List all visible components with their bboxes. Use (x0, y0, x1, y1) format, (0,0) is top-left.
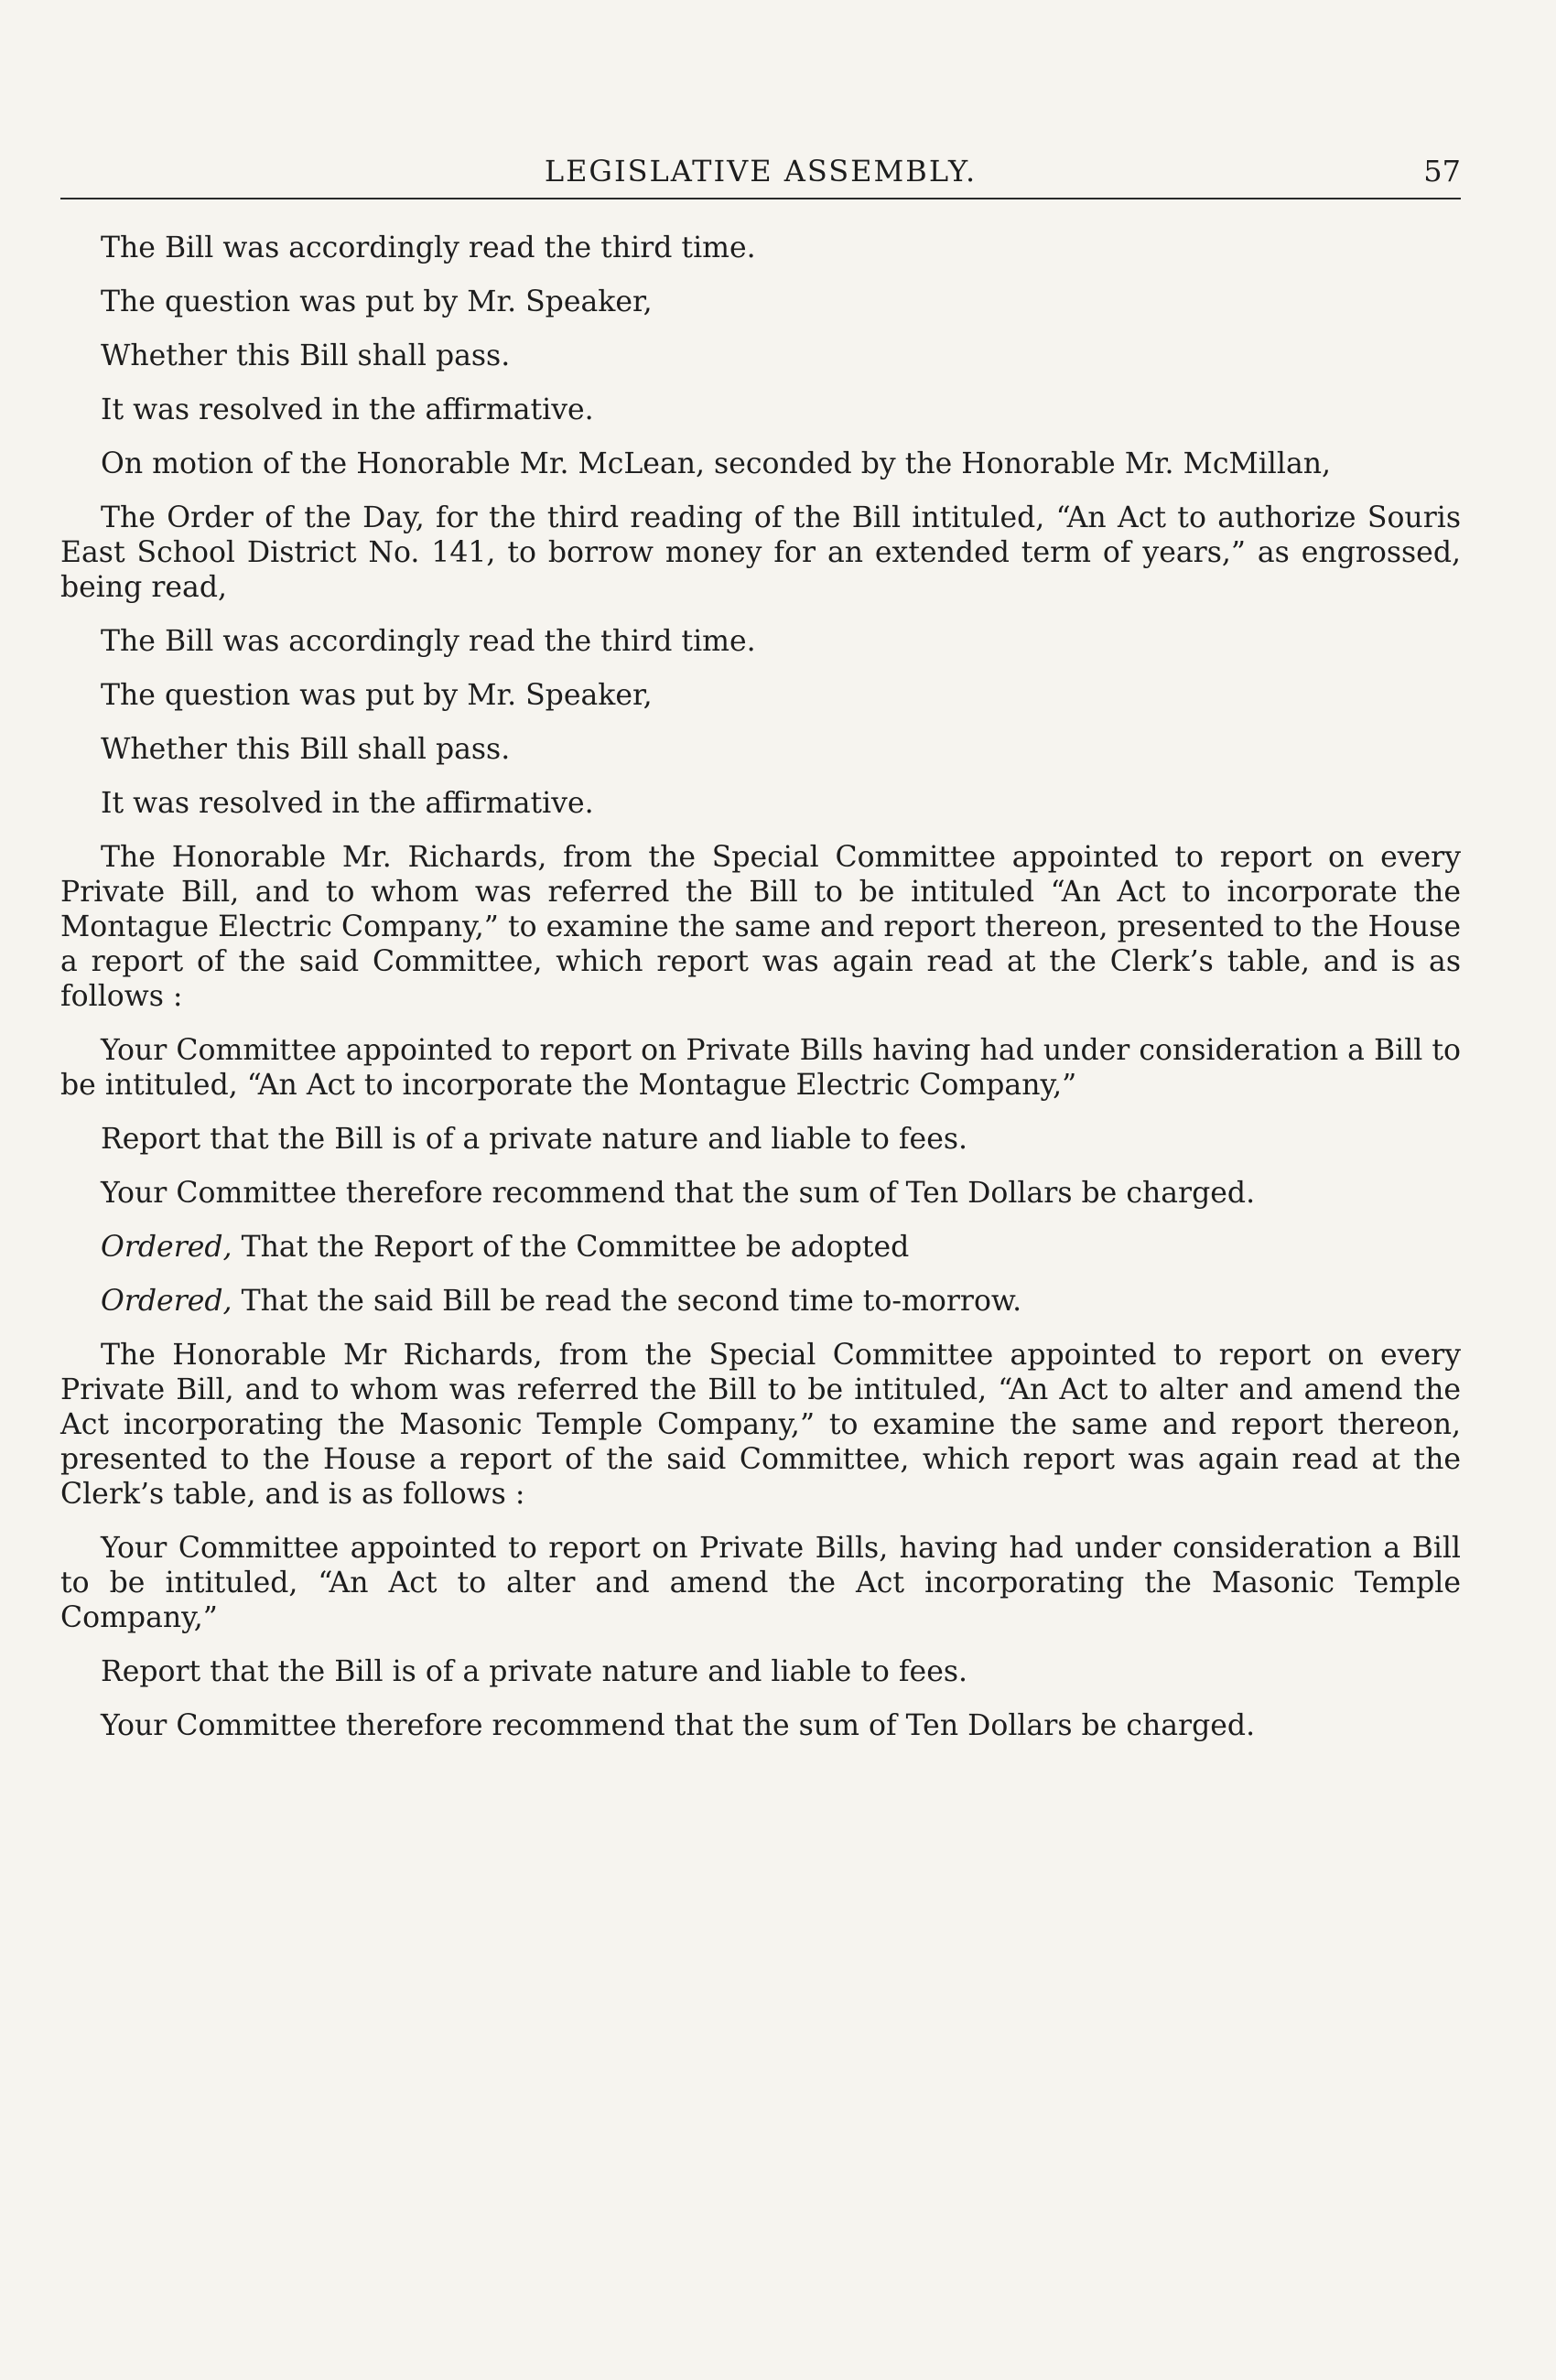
paragraph-recommend-fee-2: Your Committee therefore recommend that the sum of Ten Dollars be charged. (101, 1709, 1256, 1742)
running-title: LEGISLATIVE ASSEMBLY. (544, 154, 978, 188)
page-number: 57 (1423, 154, 1461, 188)
ordered-text: That the said Bill be read the second time to-morrow. (232, 1285, 1022, 1318)
paragraph-third-reading-2: The Bill was accordingly read the third time. (101, 625, 756, 658)
paragraph-ordered-adopted (60, 1230, 1461, 1265)
paragraph-recommend-fee-1: Your Committee therefore recommend that the sum of Ten Dollars be charged. (101, 1177, 1256, 1210)
running-header (60, 146, 1461, 199)
paragraph-order-of-day: The Order of the Day, for the third reading of the Bill intituled, “An Act to authorize Souris East School District No. 141, to borrow money for an extended term of years,” as engrossed, being read, (60, 501, 1461, 604)
paragraph-whether-pass: Whether this Bill shall pass. (101, 339, 511, 372)
paragraph-question-put-2: The question was put by Mr. Speaker, (101, 679, 653, 712)
paragraph-resolved: It was resolved in the affirmative. (101, 393, 594, 426)
paragraph-whether-pass-2: Whether this Bill shall pass. (101, 733, 511, 766)
ordered-text: That the Report of the Committee be adopted (232, 1231, 910, 1264)
journal-body (60, 231, 1461, 1743)
journal-page (60, 146, 1461, 1743)
paragraph-motion: On motion of the Honorable Mr. McLean, seconded by the Honorable Mr. McMillan, (101, 447, 1332, 480)
paragraph-private-nature-1: Report that the Bill is of a private nature and liable to fees. (101, 1123, 968, 1156)
paragraph-question-put: The question was put by Mr. Speaker, (101, 285, 653, 318)
ordered-label: Ordered, (101, 1231, 232, 1264)
paragraph-committee-consideration-masonic: Your Committee appointed to report on Private Bills, having had under consideration a Bill to be intituled, “An Act to alter and amend the Act incorporating the Masonic Temple Company,” (60, 1532, 1461, 1634)
paragraph-ordered-second-reading (60, 1284, 1461, 1319)
paragraph-third-reading: The Bill was accordingly read the third time. (101, 232, 756, 264)
paragraph-committee-consideration-montague: Your Committee appointed to report on Private Bills having had under consideration a Bill to be intituled, “An Act to incorporate the Montague Electric Company,” (60, 1034, 1461, 1102)
ordered-label: Ordered, (101, 1285, 232, 1318)
paragraph-resolved-2: It was resolved in the affirmative. (101, 787, 594, 820)
paragraph-committee-report-masonic: The Honorable Mr Richards, from the Special Committee appointed to report on every Private Bill, and to whom was referred the Bill to be intituled, “An Act to alter and amend the Act incorporating the Masonic Temple Company,” to examine the same and report thereon, presented to the House a report of the said Committee, which report was again read at the Clerk’s table, and is as follows : (60, 1339, 1461, 1511)
paragraph-private-nature-2: Report that the Bill is of a private nature and liable to fees. (101, 1655, 968, 1688)
paragraph-committee-report-montague: The Honorable Mr. Richards, from the Special Committee appointed to report on every Private Bill, and to whom was referred the Bill to be intituled “An Act to incorporate the Montague Electric Company,” to examine the same and report thereon, presented to the House a report of the said Committee, which report was again read at the Clerk’s table, and is as follows : (60, 841, 1461, 1013)
